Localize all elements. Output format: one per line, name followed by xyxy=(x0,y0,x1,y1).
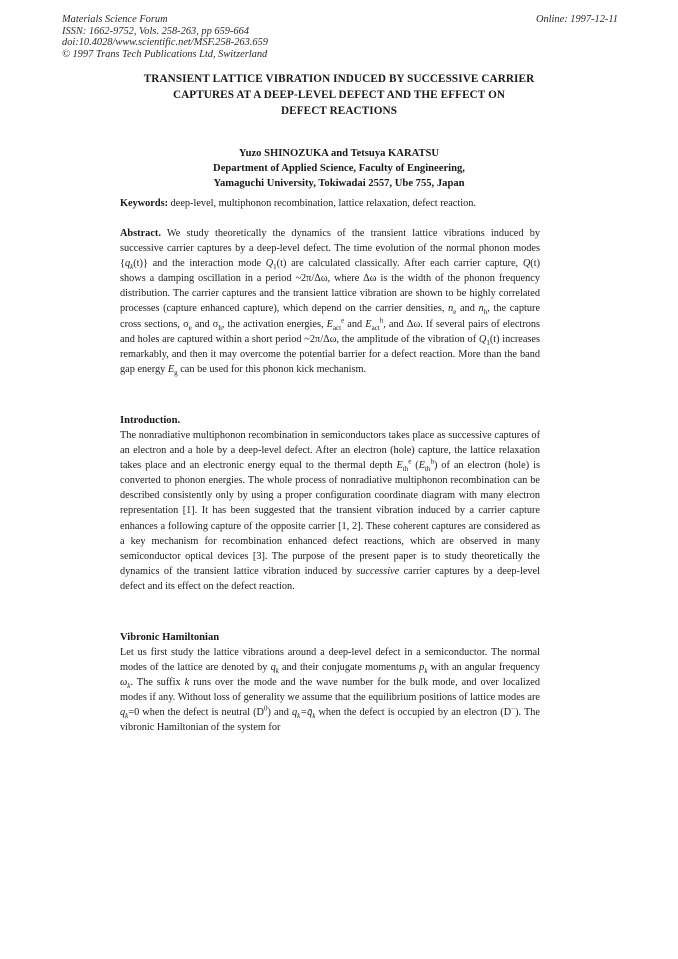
abstract-label: Abstract. xyxy=(120,228,161,239)
symbol-k: k xyxy=(127,682,131,691)
abstract-text: shows a damping oscillation in a period ~2π/Δω, where Δω is the width of the phonon frequency distribution. The carrier captures and the transient lattice vibration are shown to be highly correlated processes (capture enhanced capture), which depend on the carrier densities, xyxy=(120,273,540,315)
abstract-text: and σ xyxy=(191,318,219,330)
symbol-k: k xyxy=(275,667,279,676)
symbol-sup-e: e xyxy=(408,457,412,466)
abstract-text: and xyxy=(456,303,479,315)
symbol-q: q xyxy=(270,662,276,674)
symbol-Q: Q xyxy=(265,258,274,270)
vibronic-text: ). The vibronic Hamiltonian of the system for xyxy=(120,707,540,734)
introduction-text: ( xyxy=(411,460,419,472)
symbol-sub-1: 1 xyxy=(273,263,277,272)
author-names: Yuzo SHINOZUKA and Tetsuya KARATSU xyxy=(238,148,440,159)
symbol-n: n xyxy=(478,303,484,315)
symbol-sub-e: e xyxy=(453,308,457,317)
title-line-3: DEFECT REACTIONS xyxy=(280,105,398,117)
keywords-text: deep-level, multiphonon recombination, lattice relaxation, defect reaction. xyxy=(168,198,476,209)
symbol-equals-zero: =0 xyxy=(128,707,140,719)
symbol-Q: Q xyxy=(522,258,531,270)
symbol-sup-0: 0 xyxy=(264,704,268,713)
symbol-sub-g: g xyxy=(174,368,178,377)
title-line-2: CAPTURES AT A DEEP-LEVEL DEFECT AND THE EFFECT ON xyxy=(172,89,506,101)
vibronic-text: . The suffix xyxy=(130,677,185,689)
emphasis-successive: successive xyxy=(356,565,400,577)
copyright-line: © 1997 Trans Tech Publications Ltd, Switzerland xyxy=(62,48,268,60)
symbol-k: k xyxy=(184,677,190,689)
symbol-omega: ω xyxy=(120,677,128,689)
paper-title xyxy=(112,71,566,119)
symbol-sub-1: 1 xyxy=(486,338,490,347)
symbol-q: q xyxy=(120,707,126,719)
journal-header xyxy=(62,14,618,60)
abstract-text: and xyxy=(344,318,366,330)
introduction-text: ) of an electron (hole) is converted to phonon energies. The whole process of nonradiative multiphonon recombination can be described consistently only by using a proper configuration coordinate diagram with many electron representation [1]. It has been suggested that the transient vibration induced by a carrier capture enhances a following capture of the opposite carrier [1, 2]. These coherent captures are considered as a key mechanism for recombination enhanced defect reactions, which are observed in many semiconductor optical devices [3]. The purpose of the present paper is to study theoretically the dynamics of the transient lattice vibration induced by xyxy=(120,460,540,577)
symbol-k: k xyxy=(125,712,129,721)
symbol-sub-th: th xyxy=(402,465,409,474)
introduction-text: The nonradiative multiphonon recombination in semiconductors takes place as successive captures of an electron and a hole by a deep-level defect. After an electron (hole) capture, the lattice relaxation takes place and an electronic energy equal to the thermal depth xyxy=(120,430,540,472)
symbol-k: k xyxy=(130,263,134,272)
symbol-sub-act: act xyxy=(332,323,342,332)
keywords-label: Keywords: xyxy=(120,198,169,209)
symbol-sub-h: h xyxy=(483,308,488,317)
symbol-k: k xyxy=(297,712,301,721)
author-department: Department of Applied Science, Faculty of Engineering, xyxy=(213,163,465,175)
symbol-q: q xyxy=(124,258,131,270)
vibronic-paragraph xyxy=(120,645,540,736)
symbol-sub-h: h xyxy=(218,323,222,332)
symbol-E: E xyxy=(418,460,425,472)
abstract-text: We study theoretically the dynamics of the transient lattice vibrations induced by successive carrier captures by a deep-level defect. The time evolution of the normal phonon modes { xyxy=(120,228,540,270)
symbol-E: E xyxy=(365,318,372,330)
abstract-text: increases remarkably, and then it may overcome the potential barrier for a defect reaction. More than the band gap energy xyxy=(120,333,541,375)
symbol-equals-qbar: =q̄ xyxy=(300,707,313,719)
symbol-E: E xyxy=(396,460,403,472)
vibronic-text: when the defect is neutral (D xyxy=(139,707,264,719)
symbol-k: k xyxy=(312,712,316,721)
symbol-sup-e: e xyxy=(341,316,345,325)
introduction-text: carrier captures by a deep-level defect and its effect on the defect reaction. xyxy=(120,565,540,592)
author-block xyxy=(120,146,558,192)
author-address: Yamaguchi University, Tokiwadai 2557, Ube 755, Japan xyxy=(213,178,465,190)
abstract-text: , the capture cross sections, σ xyxy=(120,303,541,330)
abstract-text: can be used for this phonon kick mechanism. xyxy=(177,363,367,375)
symbol-E: E xyxy=(326,318,333,330)
vibronic-text: when the defect is occupied by an electron (D xyxy=(315,707,512,719)
online-date: Online: 1997-12-11 xyxy=(535,14,618,25)
symbol-t: (t) xyxy=(530,258,540,270)
vibronic-text: ) and xyxy=(267,707,292,719)
symbol-n: n xyxy=(448,303,454,315)
abstract-text: are calculated classically. After each carrier capture, xyxy=(286,258,523,270)
symbol-sup-h: h xyxy=(430,457,434,466)
abstract-text: , the activation energies, xyxy=(221,318,327,330)
keywords xyxy=(120,197,550,210)
vibronic-text: runs over the mode and the wave number for the bulk mode, and over localized modes if any. Without loss of generality we assume that the equilibrium positions of lattice modes are xyxy=(120,677,541,704)
abstract-paragraph xyxy=(120,226,540,377)
abstract-text: , and Δω. If several pairs of electrons and holes are captured within a short period ~2π/Δω, the amplitude of the vibration of xyxy=(120,318,541,345)
symbol-Q: Q xyxy=(478,333,487,345)
symbol-sub-th: th xyxy=(424,465,431,474)
journal-name: Materials Science Forum xyxy=(62,14,168,25)
symbol-sup-h: h xyxy=(379,316,384,325)
doi-link[interactable]: doi:10.4028/www.scientific.net/MSF.258-263.659 xyxy=(62,37,268,49)
abstract-text: } and the interaction mode xyxy=(142,258,266,270)
symbol-sub-e: e xyxy=(188,323,192,332)
symbol-E: E xyxy=(167,363,175,375)
symbol-q: q xyxy=(291,707,298,719)
symbol-t: (t) xyxy=(276,258,287,270)
symbol-sup-minus: − xyxy=(511,704,516,713)
vibronic-heading: Vibronic Hamiltonian xyxy=(120,632,220,643)
title-line-1: TRANSIENT LATTICE VIBRATION INDUCED BY SUCCESSIVE CARRIER xyxy=(143,73,535,85)
vibronic-text: and their conjugate momentums xyxy=(278,662,420,674)
symbol-k: k xyxy=(424,667,428,676)
vibronic-text: with an angular frequency xyxy=(427,662,540,674)
symbol-p: p xyxy=(419,662,425,674)
symbol-t: (t) xyxy=(489,333,500,345)
issn-line: ISSN: 1662-9752, Vols. 258-263, pp 659-664 xyxy=(62,25,250,37)
introduction-heading: Introduction. xyxy=(120,415,181,426)
introduction-paragraph xyxy=(120,428,540,594)
symbol-sub-act: act xyxy=(371,323,380,332)
vibronic-text: Let us first study the lattice vibrations around a deep-level defect in a semiconductor. The normal modes of the lattice are denoted by xyxy=(120,647,540,674)
symbol-t: (t) xyxy=(133,258,143,270)
